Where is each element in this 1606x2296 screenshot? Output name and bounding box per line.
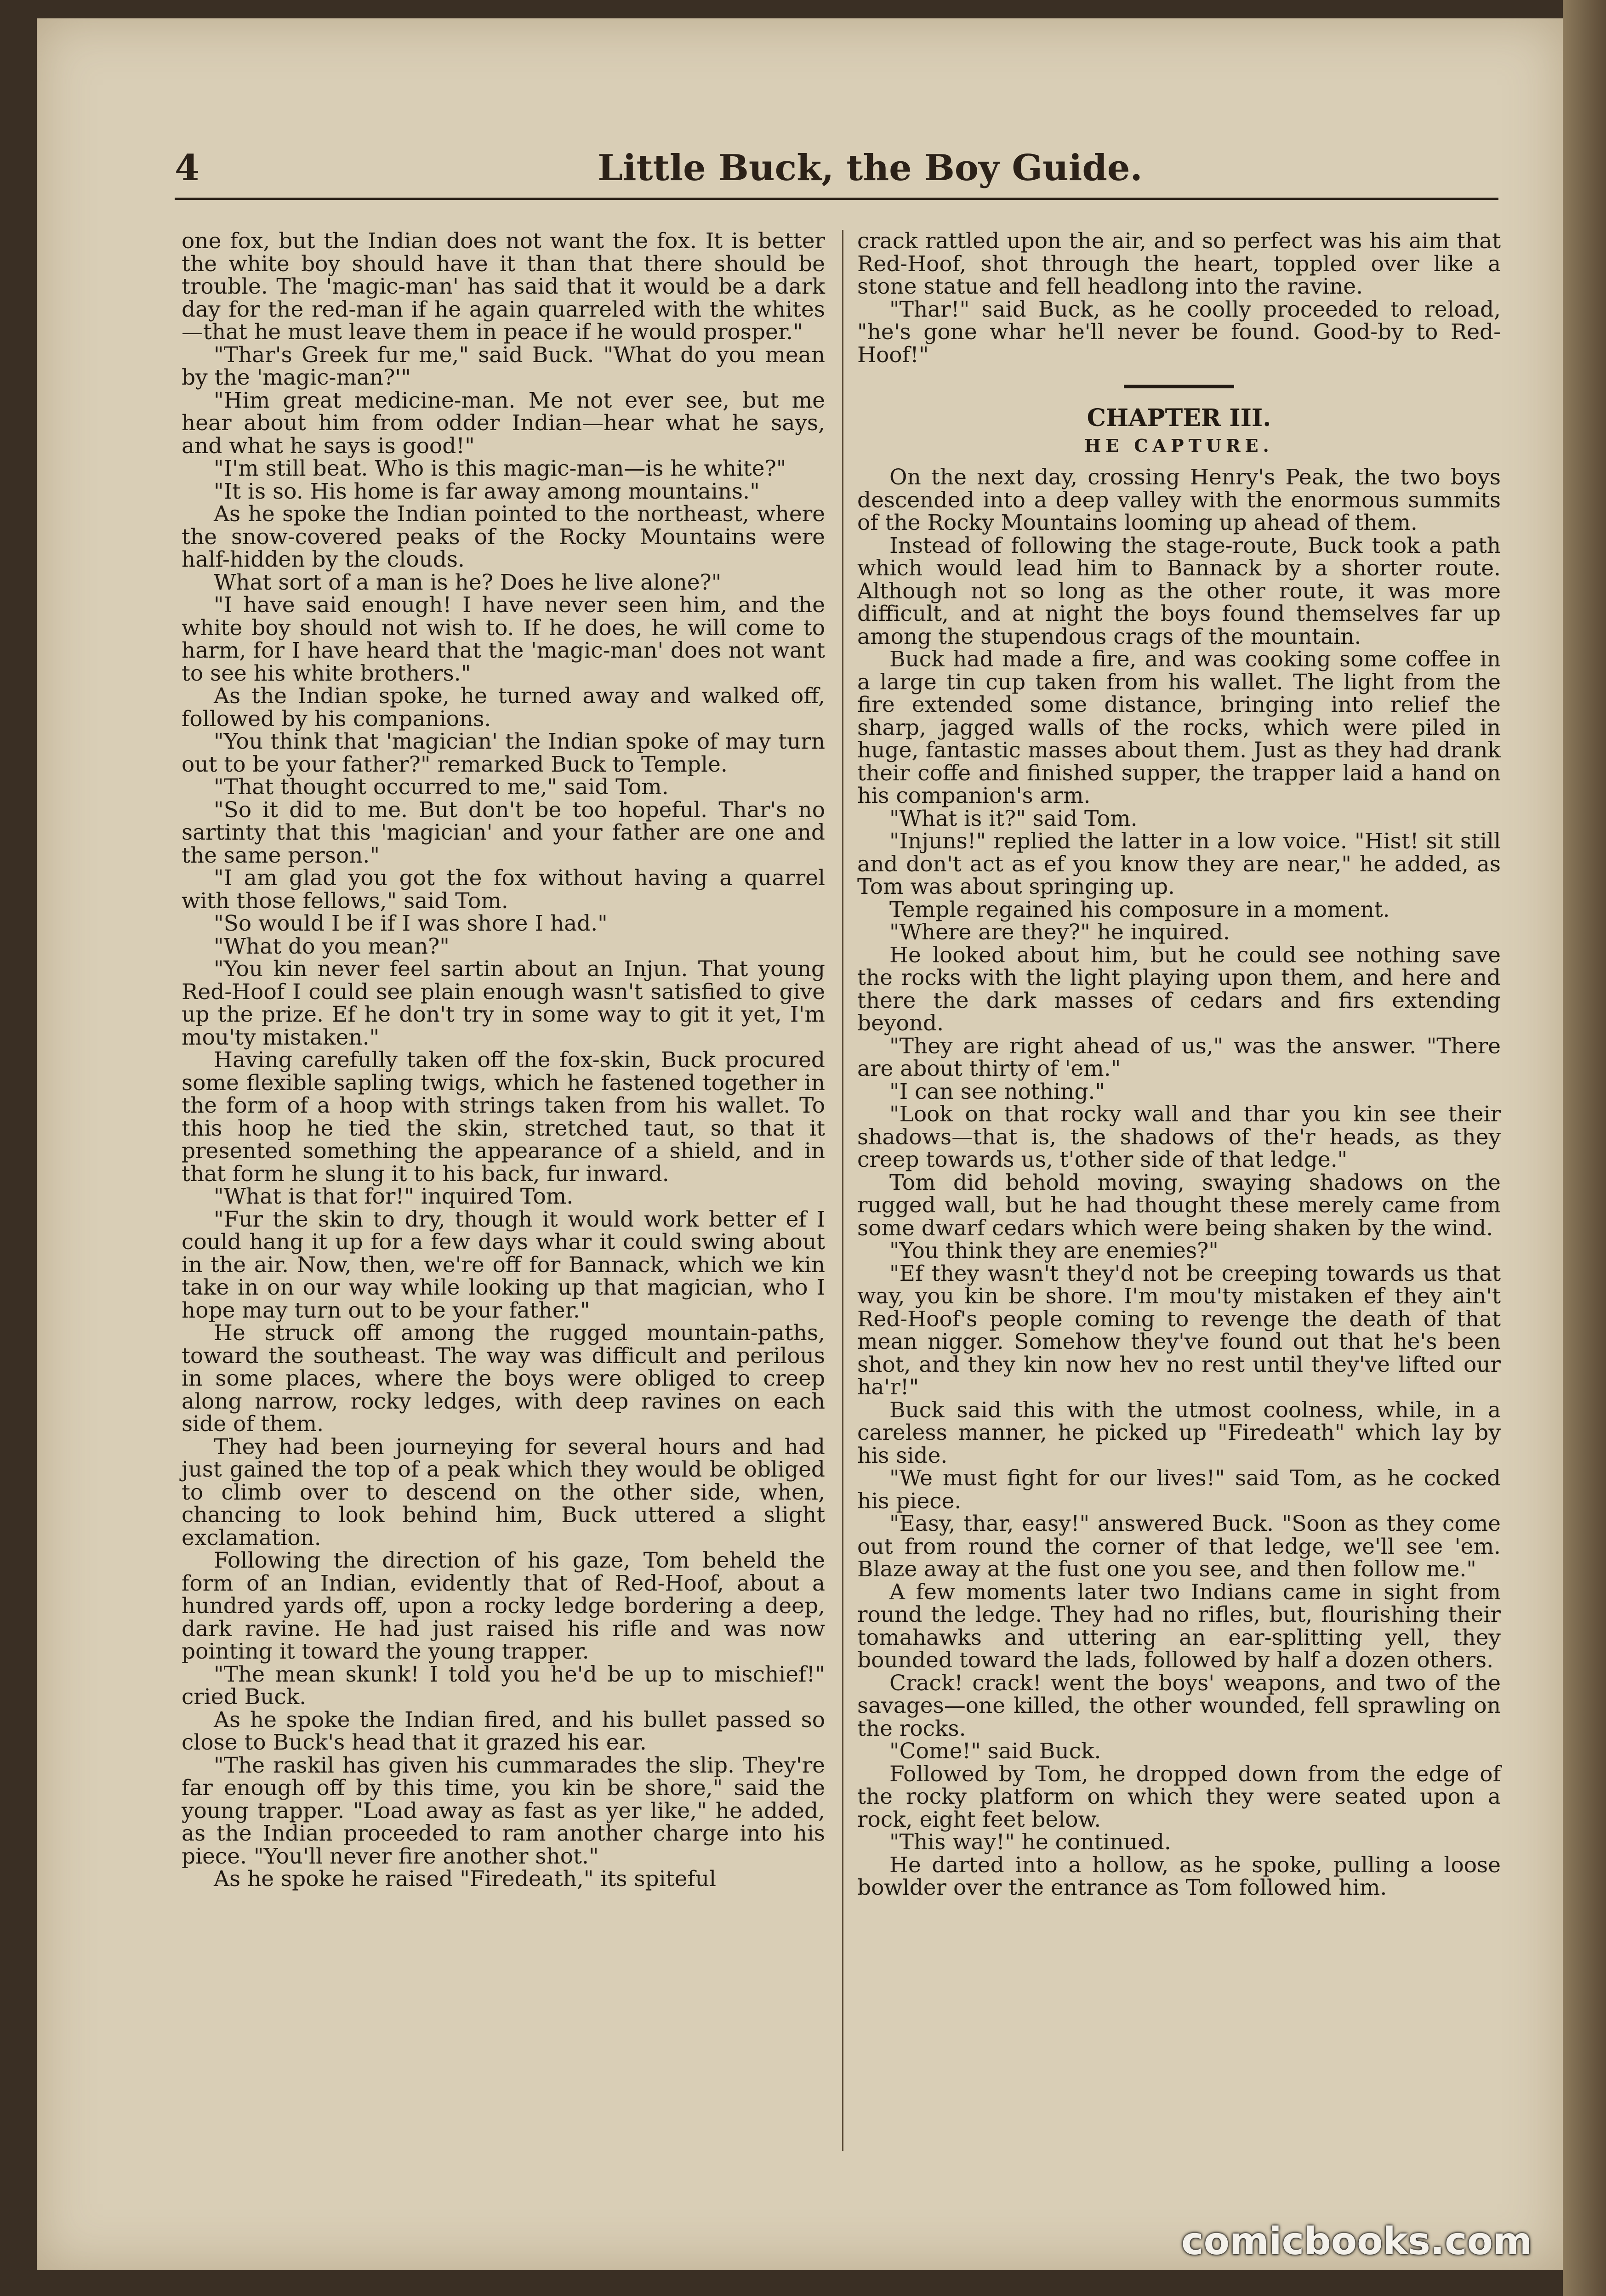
paragraph: Buck had made a fire, and was cooking some coffee in a large tin cup taken from his wallet. The light from the fire extended some distance, bringing into relief the sharp, jagged walls of the rocks, which were piled in huge, fantastic masses about them. Just as they had drank their coffe and finished supper, the trapper laid a hand on his companion's arm. (857, 647, 1501, 808)
paragraph: "What is it?" said Tom. (889, 806, 1138, 831)
header-rule (175, 198, 1498, 200)
paragraph: "Where are they?" he inquired. (889, 920, 1230, 945)
paragraph: "I am glad you got the fox without having a quarrel with those fellows," said Tom. (182, 865, 825, 914)
right-column-top (857, 230, 1501, 366)
paragraph: "You think they are enemies?" (889, 1238, 1219, 1263)
paragraph: He struck off among the rugged mountain-paths, toward the southeast. The way was difficult and perilous in some places, where the boys were obliged to creep along narrow, rocky ledges, with deep ravines on each side of them. (182, 1320, 825, 1437)
paragraph: As he spoke the Indian fired, and his bullet passed so close to Buck's head that it grazed his ear. (182, 1707, 825, 1755)
paragraph: A few moments later two Indians came in sight from round the ledge. They had no rifles, but, flourishing their tomahawks and uttering an ear-splitting yell, they bounded toward the lads, followed by half a dozen others. (857, 1579, 1501, 1673)
paragraph: What sort of a man is he? Does he live alone?" (214, 569, 722, 595)
paragraph: "Fur the skin to dry, though it would work better ef I could hang it up for a few days whar it could swing about in the air. Now, then, we're off for Bannack, which we kin take in on our way while looking up that magician, who I hope may turn out to be your father." (182, 1206, 825, 1323)
right-column-bottom (857, 466, 1501, 1899)
paragraph: Temple regained his composure in a moment. (889, 897, 1390, 922)
paragraph: Following the direction of his gaze, Tom beheld the form of an Indian, evidently that of Red-Hoof, about a hundred yards off, upon a rocky ledge bordering a deep, dark ravine. He had just raised his rifle and was now pointing it toward the young trapper. (182, 1548, 825, 1664)
paragraph: "Look on that rocky wall and thar you kin see their shadows—that is, the shadows of the'r heads, as they creep towards us, t'other side of that ledge." (857, 1102, 1501, 1172)
paragraph: As he spoke he raised "Firedeath," its spiteful (214, 1866, 717, 1892)
paragraph: "Easy, thar, easy!" answered Buck. "Soon as they come out from round the corner of that ledge, we'll see 'em. Blaze away at the fust one you see, and then follow me." (857, 1511, 1501, 1582)
paragraph: "What is that for!" inquired Tom. (214, 1184, 574, 1209)
paragraph: Buck said this with the utmost coolness, while, in a careless manner, he picked up "Firedeath" which lay by his side. (857, 1397, 1501, 1468)
page-header (175, 147, 1498, 198)
paragraph: "Him great medicine-man. Me not ever see, but me hear about him from odder Indian—hear what he says, and what he says is good!" (182, 387, 825, 459)
chapter-title: CHAPTER III. (1087, 404, 1271, 432)
paragraph: As he spoke the Indian pointed to the northeast, where the snow-covered peaks of the Rocky Mountains were half-hidden by the clouds. (182, 501, 825, 572)
paragraph: "So it did to me. But don't be too hopeful. Thar's no sartinty that this 'magician' and your father are one and the same person." (182, 797, 825, 868)
paragraph: "Ef they wasn't they'd not be creeping towards us that way, you kin be shore. I'm mou'ty mistaken ef they ain't Red-Hoof's people coming to revenge the death of that mean nigger. Somehow they've found out that he's been shot, and they kin now hev no rest until they've lifted our ha'r!" (857, 1261, 1501, 1400)
paragraph: "Thar's Greek fur me," said Buck. "What do you mean by the 'magic-man?'" (182, 342, 825, 390)
paragraph: "I can see nothing." (889, 1079, 1105, 1104)
paragraph: "I'm still beat. Who is this magic-man—is he white?" (214, 456, 786, 481)
paragraph: "This way!" he continued. (889, 1830, 1171, 1855)
paragraph: Tom did behold moving, swaying shadows on the rugged wall, but he had thought these merely came from some dwarf cedars which were being shaken by the wind. (857, 1170, 1501, 1241)
paragraph: As the Indian spoke, he turned away and walked off, followed by his companions. (182, 683, 825, 732)
page-number: 4 (175, 147, 200, 189)
paragraph: He looked about him, but he could see nothing save the rocks with the light playing upon them, and here and there the dark masses of cedars and firs extending beyond. (857, 942, 1501, 1036)
paragraph: Followed by Tom, he dropped down from the edge of the rocky platform on which they were seated upon a rock, eight feet below. (857, 1761, 1501, 1832)
paragraph: "Thar!" said Buck, as he coolly proceeded to reload, "he's gone whar he'll never be found. Good-by to Red-Hoof!" (857, 296, 1501, 368)
paragraph: crack rattled upon the air, and so perfect was his aim that Red-Hoof, shot through the heart, toppled over like a stone statue and fell headlong into the ravine. (857, 228, 1501, 299)
paragraph: "The raskil has given his cummarades the slip. They're far enough off by this time, you kin be shore," said the young trapper. "Load away as fast as yer like," he added, as the Indian proceeded to ram another charge into his piece. "You'll never fire another shot." (182, 1752, 825, 1869)
paragraph: He darted into a hollow, as he spoke, pulling a loose bowlder over the entrance as Tom followed him. (857, 1852, 1501, 1900)
paragraph: "Come!" said Buck. (889, 1739, 1101, 1764)
paragraph: "You kin never feel sartin about an Injun. That young Red-Hoof I could see plain enough wasn't satisfied to give up the prize. Ef he don't try in some way to git it yet, I'm mou'ty mistaken." (182, 956, 825, 1050)
paragraph: On the next day, crossing Henry's Peak, the two boys descended into a deep valley with the enormous summits of the Rocky Mountains looming up ahead of them. (857, 465, 1501, 535)
paragraph: Having carefully taken off the fox-skin, Buck procured some flexible sapling twigs, which he fastened together in the form of a hoop with strings taken from his wallet. To this hoop he tied the skin, stretched taut, so that it presented something the appearance of a shield, and in that form he slung it to his back, fur inward. (182, 1047, 825, 1187)
paragraph: "That thought occurred to me," said Tom. (214, 774, 669, 800)
paragraph: one fox, but the Indian does not want the fox. It is better the white boy should have it than that there should be trouble. The 'magic-man' has said that it would be a dark day for the red-man if he again quarreled with the whites—that he must leave them in peace if he would prosper." (182, 228, 825, 345)
paragraph: "I have said enough! I have never seen him, and the white boy should not wish to. If he does, he will come to harm, for I have heard that the 'magic-man' does not want to see his white brothers." (182, 592, 825, 686)
running-title: Little Buck, the Boy Guide. (598, 147, 1143, 189)
right-column (857, 230, 1501, 1899)
column-divider (842, 230, 843, 2151)
paragraph: "We must fight for our lives!" said Tom, as he cocked his piece. (857, 1466, 1501, 1514)
chapter-rule (1124, 385, 1234, 388)
paragraph: "It is so. His home is far away among mountains." (214, 478, 760, 504)
paragraph: "The mean skunk! I told you he'd be up to mischief!" cried Buck. (182, 1661, 825, 1710)
chapter-subtitle: HE CAPTURE. (1084, 435, 1274, 456)
site-watermark: comicbooks.com (1181, 2220, 1532, 2263)
paragraph: They had been journeying for several hours and had just gained the top of a peak which they would be obliged to climb over to descend on the other side, when, chancing to look behind him, Buck uttered a slight exclamation. (182, 1434, 825, 1551)
paragraph: "So would I be if I was shore I had." (214, 911, 608, 936)
page-edge (1563, 0, 1606, 2296)
paragraph: Instead of following the stage-route, Buck took a path which would lead him to Bannack by a shorter route. Although not so long as the other route, it was more difficult, and at night the boys found themselves far up among the stupendous crags of the mountain. (857, 533, 1501, 649)
paragraph: "What do you mean?" (214, 933, 450, 959)
left-column (182, 230, 825, 1891)
paragraph: "You think that 'magician' the Indian spoke of may turn out to be your father?" remarked Buck to Temple. (182, 729, 825, 777)
paragraph: "Injuns!" replied the latter in a low voice. "Hist! sit still and don't act as ef you know they are near," he added, as Tom was about springing up. (857, 829, 1501, 899)
paragraph: "They are right ahead of us," was the answer. "There are about thirty of 'em." (857, 1033, 1501, 1081)
paragraph: Crack! crack! went the boys' weapons, and two of the savages—one killed, the other wounded, fell sprawling on the rocks. (857, 1670, 1501, 1741)
